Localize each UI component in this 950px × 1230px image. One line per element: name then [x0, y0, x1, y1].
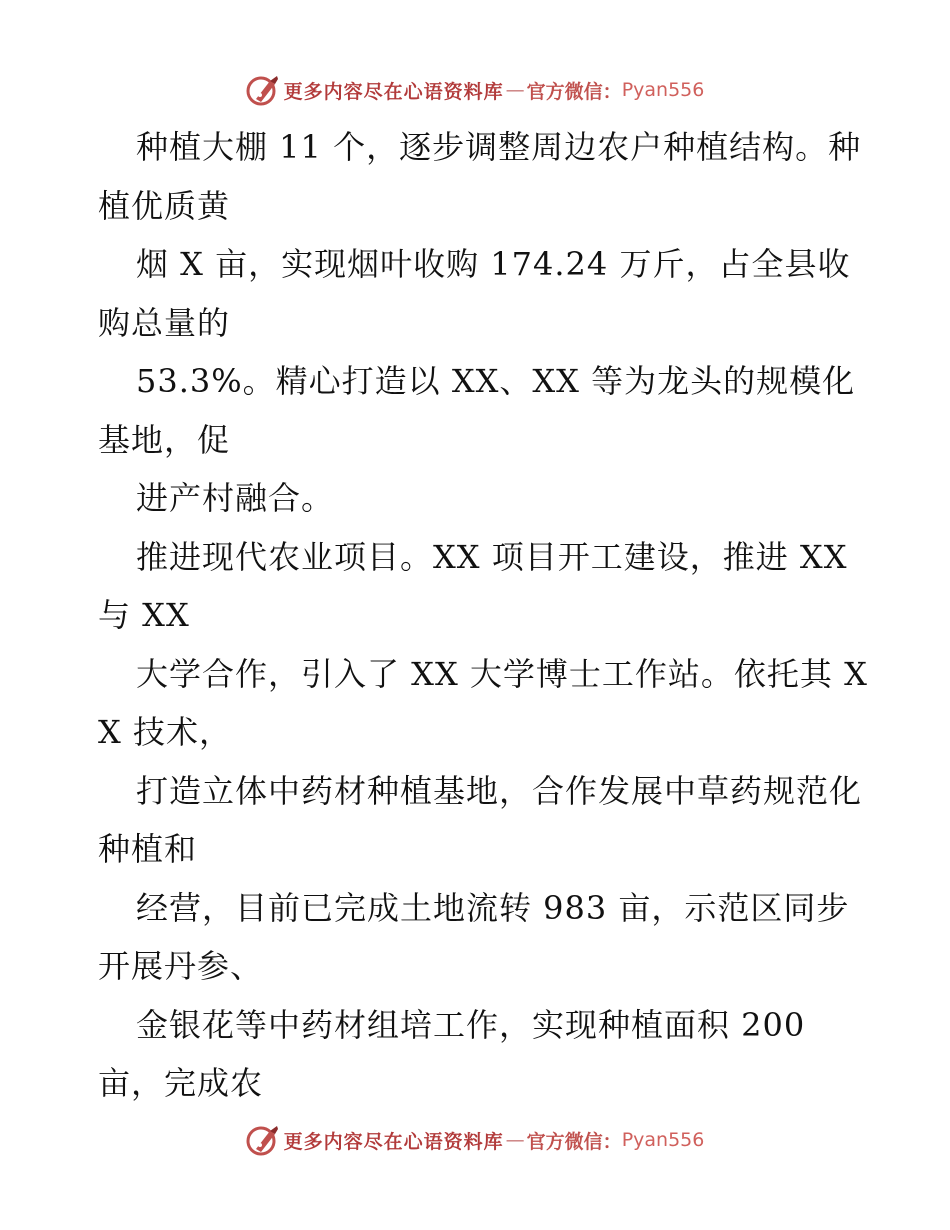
- header-watermark-banner: [0, 70, 950, 110]
- paragraph: 53.3%。精心打造以 XX、XX 等为龙头的规模化基地，促: [98, 362, 856, 459]
- banner-separator: —: [505, 1129, 525, 1151]
- paragraph: 进产村融合。: [136, 479, 335, 517]
- document-body: [98, 118, 868, 1113]
- pen-nib-logo-icon: [246, 1123, 280, 1157]
- paragraph: 烟 X 亩，实现烟叶收购 174.24 万斤，占全县收购总量的: [98, 245, 851, 342]
- banner-wechat-id: Pyan556: [621, 1129, 705, 1151]
- paragraph: 种植大棚 11 个，逐步调整周边农户种植结构。种植优质黄: [98, 128, 862, 225]
- banner-wechat-label: 官方微信：: [526, 1130, 622, 1153]
- paragraph: 大学合作，引入了 XX 大学博士工作站。依托其 XX 技术，: [98, 654, 868, 751]
- pen-nib-logo-icon: [246, 73, 280, 107]
- banner-wechat-id: Pyan556: [621, 79, 705, 101]
- paragraph: 经营，目前已完成土地流转 983 亩，示范区同步开展丹参、: [98, 888, 850, 985]
- banner-title: 更多内容尽在心语资料库: [283, 80, 504, 103]
- paragraph: 推进现代农业项目。XX 项目开工建设，推进 XX 与 XX: [98, 537, 848, 634]
- banner-wechat-label: 官方微信：: [526, 80, 622, 103]
- paragraph: 金银花等中药材组培工作，实现种植面积 200 亩，完成农: [98, 1005, 806, 1102]
- footer-watermark-banner: [0, 1120, 950, 1160]
- banner-separator: —: [505, 79, 525, 101]
- banner-title: 更多内容尽在心语资料库: [283, 1130, 504, 1153]
- paragraph: 打造立体中药材种植基地，合作发展中草药规范化种植和: [98, 771, 863, 868]
